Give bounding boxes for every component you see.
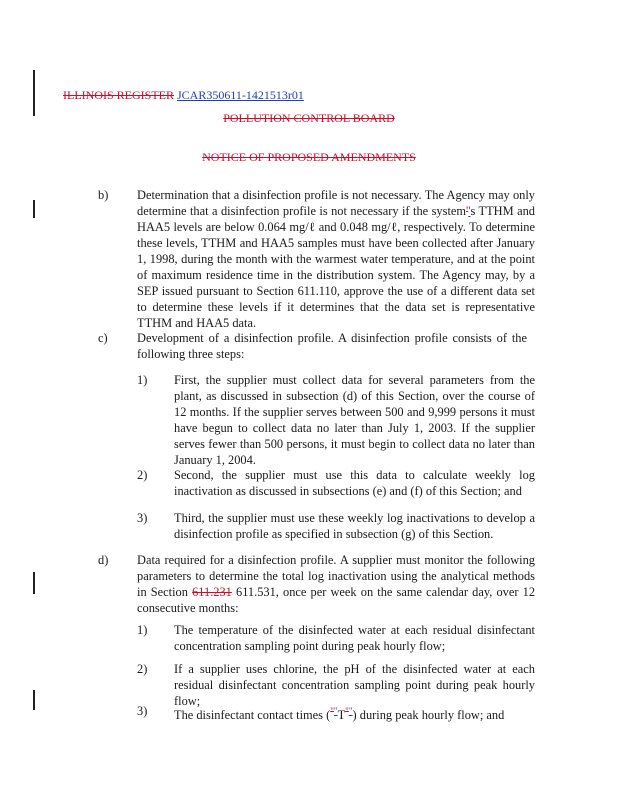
item-d2-label: 2)	[137, 662, 148, 676]
item-d2-text: If a supplier uses chlorine, the pH of the disinfected water at each residual disinfectant concentration sampling point during peak hourly flow;	[174, 662, 535, 708]
change-bar	[33, 572, 35, 594]
section-d-label: d)	[98, 553, 109, 567]
register-code: JCAR350611-1421513r01	[177, 88, 304, 102]
board-title: POLLUTION CONTROL BOARD	[223, 111, 395, 125]
notice-title: NOTICE OF PROPOSED AMENDMENTS	[202, 150, 416, 164]
item-c2-text: Second, the supplier must use this data to calculate weekly log inactivation as discussed in subsections (e) and (f) of this Section; and	[174, 468, 535, 498]
section-number-struck: 611.231	[192, 585, 232, 599]
section-d-text: Data required for a disinfection profile. A supplier must monitor the following parameters to determine the total log inactivation using the analytical methods in Section 611.231 611.531, once per week on the same calendar day, over 12 consecutive months:	[137, 553, 536, 615]
change-bar	[33, 690, 35, 710]
quote-new-close: "	[348, 706, 353, 716]
item-c3-label: 3)	[137, 511, 148, 525]
item-c3-text: Third, the supplier must use these weekly log inactivations to develop a disinfection profile as specified in subsection (g) of this Section.	[174, 511, 535, 541]
apostrophe-new: '	[468, 204, 471, 218]
item-d1-text: The temperature of the disinfected water at each residual disinfectant concentration sampling point during peak hourly flow;	[174, 623, 535, 653]
section-c-label: c)	[98, 331, 108, 345]
change-bar	[33, 200, 35, 218]
quote-old-close: "	[345, 706, 349, 716]
item-c1-text: First, the supplier must collect data for several parameters from the plant, as discussed in subsection (d) of this Section, over the course of 12 months. If the supplier serves between 500 and 9,999 persons it must have begun to collect data no later than July 1, 2003. If the supplier serves fewer than 500 persons, it must begin to collect data no later than January 1, 2004.	[174, 373, 535, 467]
item-d3-text: The disinfectant contact times (""T"") during peak hourly flow; and	[174, 706, 505, 723]
item-d1-label: 1)	[137, 623, 148, 637]
register-header	[63, 88, 304, 102]
section-b-label: b)	[98, 188, 109, 202]
register-title-struck: ILLINOIS REGISTER	[63, 88, 174, 102]
section-b-text: Determination that a disinfection profile is not necessary. The Agency may only determine that a disinfection profile is not necessary if the system''s TTHM and HAA5 levels are below 0.064 mg/ℓ and 0.048 mg/ℓ, respectively. To determine these levels, TTHM and HAA5 samples must have been collected after January 1, 1998, during the month with the warmest water temperature, and at the point of maximum residence time in the distribution system. The Agency may, by a SEP issued pursuant to Section 611.110, approve the use of a different data set to determine these levels if it determines that the data set is representative TTHM and HAA5 data.	[137, 188, 535, 330]
change-bar	[33, 70, 35, 116]
item-c2-label: 2)	[137, 468, 148, 482]
quote-new-open: "	[333, 706, 338, 716]
quote-old-open: "	[330, 706, 334, 716]
apostrophe-struck: '	[466, 204, 469, 218]
section-c-text: Development of a disinfection profile. A disinfection profile consists of the following three steps:	[137, 331, 527, 361]
item-c1-label: 1)	[137, 373, 148, 387]
item-d3-label: 3)	[137, 704, 148, 718]
